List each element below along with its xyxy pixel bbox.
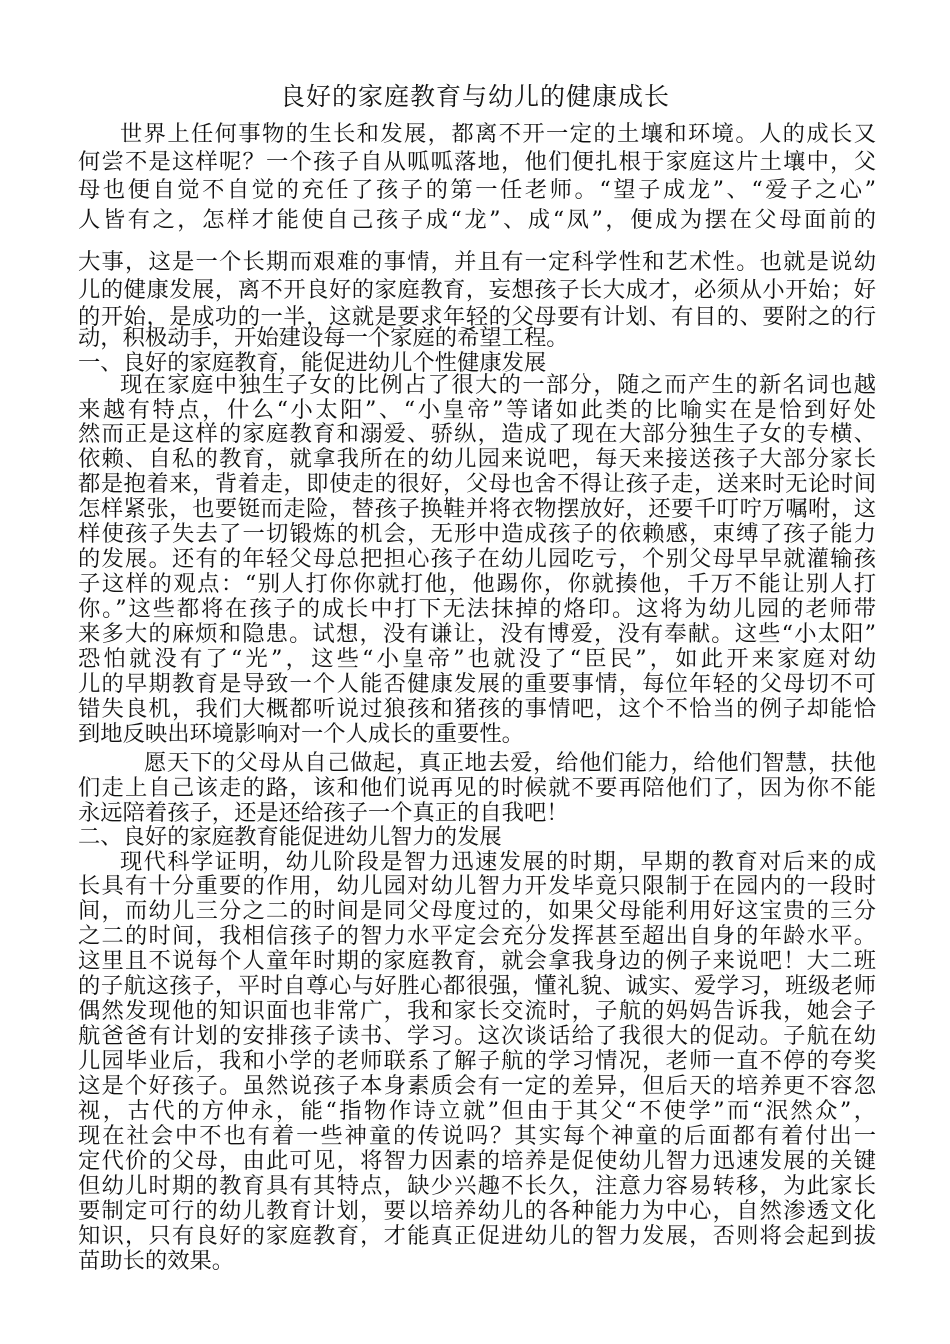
section-heading-2: 二、良好的家庭教育能促进幼儿智力的发展 [78,824,502,850]
paragraph-line: 的子航这孩子，平时自尊心与好胜心都很强，懂礼貌、诚实、爱学习，班级老师 [78,973,876,999]
paragraph-line: 都是抱着来，背着走，即使走的很好，父母也舍不得让孩子走，送来时无论时间 [78,471,876,497]
paragraph-line: 子这样的观点：“别人打你你就打他，他踢你，你就揍他，千万不能让别人打 [78,571,876,597]
paragraph-line: 们走上自己该走的路，该和他们说再见的时候就不要再陪他们了，因为你不能 [78,775,876,801]
paragraph-line: 来多大的麻烦和隐患。试想，没有谦让，没有博爱，没有奉献。这些“小太阳” [78,621,876,647]
paragraph-line: 人皆有之，怎样才能使自己孩子成“龙”、成“凤”，便成为摆在父母面前的 [78,207,876,233]
paragraph-line: 然而正是这样的家庭教育和溺爱、骄纵，造成了现在大部分独生子女的专横、 [78,421,876,447]
paragraph-line: 儿的早期教育是导致一个人能否健康发展的重要事情，每位年轻的父母切不可 [78,671,876,697]
paragraph-line: 视，古代的方仲永，能“指物作诗立就”但由于其父“不使学”而“泯然众”， [78,1098,876,1124]
paragraph-line: 的发展。还有的年轻父母总把担心孩子在幼儿园吃亏，个别父母早早就灌输孩 [78,546,876,572]
paragraph-line: 定代价的父母，由此可见，将智力因素的培养是促使幼儿智力迅速发展的关键 [78,1148,876,1174]
paragraph-line: 样使孩子失去了一切锻炼的机会，无形中造成孩子的依赖感，束缚了孩子能力 [78,521,876,547]
paragraph-line: 偶然发现他的知识面也非常广，我和家长交流时，子航的妈妈告诉我，她会子 [78,998,876,1024]
paragraph-line: 儿的健康发展，离不开良好的家庭教育，妄想孩子长大成才，必须从小开始；好 [78,277,876,303]
paragraph-line: 要制定可行的幼儿教育计划，要以培养幼儿的各种能力为中心，自然渗透文化 [78,1198,876,1224]
paragraph-line: 愿天下的父母从自己做起，真正地去爱，给他们能力，给他们智慧，扶他 [144,750,876,776]
paragraph-line: 恐怕就没有了“光”，这些“小皇帝”也就没了“臣民”，如此开来家庭对幼 [78,646,876,672]
paragraph-line: 错失良机，我们大概都听说过狼孩和猪孩的事情吧，这个不恰当的例子却能恰 [78,696,876,722]
paragraph-line: 但幼儿时期的教育具有其特点，缺少兴趣不长久，注意力容易转移，为此家长 [78,1173,876,1199]
paragraph-line: 来越有特点，什么“小太阳”、“小皇帝”等诸如此类的比喻实在是恰到好处 [78,397,876,423]
paragraph-line: 现在社会中不也有着一些神童的传说吗？其实每个神童的后面都有着付出一 [78,1123,876,1149]
paragraph-line: 动，积极动手，开始建设每一个家庭的希望工程。 [78,325,569,351]
paragraph-line: 现在家庭中独生子女的比例占了很大的一部分，随之而产生的新名词也越 [120,372,876,398]
paragraph-line: 怎样紧张，也要铤而走险，替孩子换鞋并将衣物摆放好，还要千叮咛万嘱咐，这 [78,496,876,522]
paragraph-line: 你。”这些都将在孩子的成长中打下无法抹掉的烙印。这将为幼儿园的老师带 [78,596,876,622]
paragraph-line: 现代科学证明，幼儿阶段是智力迅速发展的时期，早期的教育对后来的成 [120,849,876,875]
paragraph-line: 到地反映出环境影响对一个人成长的重要性。 [78,721,524,747]
paragraph-line: 间，而幼儿三分之二的时间是同父母度过的，如果父母能利用好这宝贵的三分 [78,898,876,924]
paragraph-line: 依赖、自私的教育，就拿我所在的幼儿园来说吧，每天来接送孩子大部分家长 [78,446,876,472]
paragraph-line: 这是个好孩子。虽然说孩子本身素质会有一定的差异，但后天的培养更不容忽 [78,1073,876,1099]
paragraph-line: 知识，只有良好的家庭教育，才能真正促进幼儿的智力发展，否则将会起到拔 [78,1223,876,1249]
paragraph-line: 何尝不是这样呢？一个孩子自从呱呱落地，他们便扎根于家庭这片土壤中，父 [78,149,876,175]
paragraph-line: 这里且不说每个人童年时期的家庭教育，就会拿我身边的例子来说吧！大二班 [78,948,876,974]
paragraph-line: 世界上任何事物的生长和发展，都离不开一定的土壤和环境。人的成长又 [120,121,876,147]
paragraph-line: 大事，这是一个长期而艰难的事情，并且有一定科学性和艺术性。也就是说幼 [78,249,876,275]
paragraph-line: 永远陪着孩子，还是还给孩子一个真正的自我吧！ [78,800,569,826]
paragraph-line: 之二的时间，我相信孩子的智力水平定会充分发挥甚至超出自身的年龄水平。 [78,923,876,949]
section-heading-1: 一、良好的家庭教育，能促进幼儿个性健康发展 [78,350,547,376]
paragraph-line: 母也便自觉不自觉的充任了孩子的第一任老师。“望子成龙”、“爱子之心” [78,177,876,203]
paragraph-line: 航爸爸有计划的安排孩子读书、学习。这次谈话给了我很大的促动。子航在幼 [78,1023,876,1049]
page-title: 良好的家庭教育与幼儿的健康成长 [279,82,670,111]
paragraph-line: 儿园毕业后，我和小学的老师联系了解子航的学习情况，老师一直不停的夸奖 [78,1048,876,1074]
paragraph-line: 的开始，是成功的一半，这就是要求年轻的父母要有计划、有目的、要附之的行 [78,304,876,330]
paragraph-line: 苗助长的效果。 [78,1248,235,1274]
paragraph-line: 长具有十分重要的作用，幼儿园对幼儿智力开发毕竟只限制于在园内的一段时 [78,873,876,899]
